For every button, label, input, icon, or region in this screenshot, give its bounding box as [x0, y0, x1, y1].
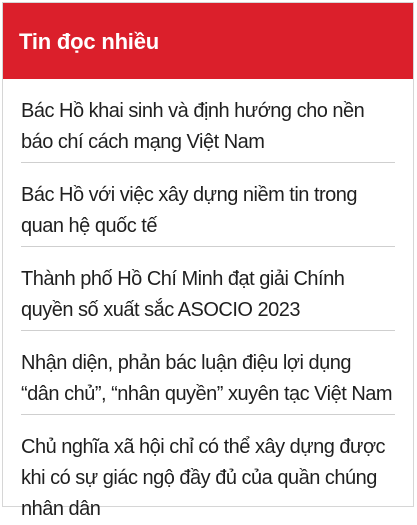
list-item[interactable]	[21, 415, 395, 520]
article-link[interactable]: Chủ nghĩa xã hội chỉ có thể xây dựng được khi có sự giác ngộ đầy đủ của quần chúng nhân dân	[21, 436, 386, 520]
list-item[interactable]	[21, 163, 395, 247]
most-read-list	[3, 79, 413, 520]
article-link[interactable]: Bác Hồ khai sinh và định hướng cho nền báo chí cách mạng Việt Nam	[21, 100, 365, 153]
most-read-widget	[2, 2, 414, 520]
article-link[interactable]: Thành phố Hồ Chí Minh đạt giải Chính quyền số xuất sắc ASOCIO 2023	[21, 268, 345, 321]
article-link[interactable]: Nhận diện, phản bác luận điệu lợi dụng “dân chủ”, “nhân quyền” xuyên tạc Việt Nam	[21, 352, 393, 405]
list-item[interactable]	[21, 331, 395, 415]
widget-title: Tin đọc nhiều	[19, 29, 159, 54]
article-link[interactable]: Bác Hồ với việc xây dựng niềm tin trong quan hệ quốc tế	[21, 184, 358, 237]
list-item[interactable]	[21, 79, 395, 163]
list-item[interactable]	[21, 247, 395, 331]
widget-header	[3, 3, 413, 79]
